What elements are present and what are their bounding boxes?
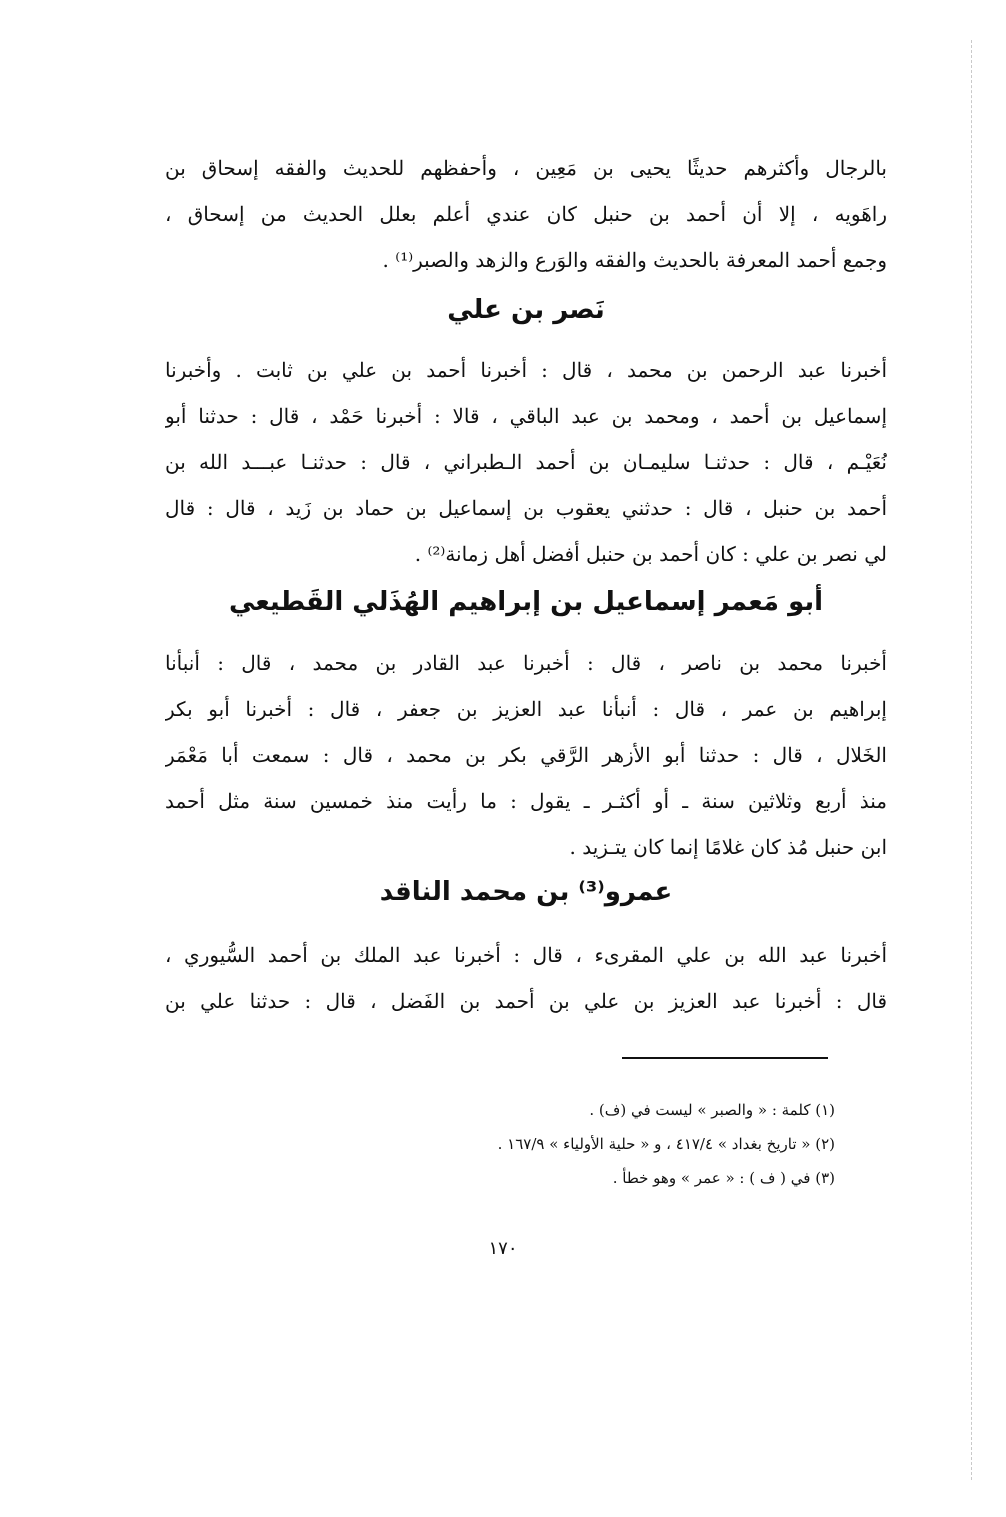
paragraph-abu-mamar	[165, 640, 887, 870]
paragraph-nasr	[165, 347, 887, 577]
footnotes	[300, 1093, 835, 1195]
text-line: أخبرنا عبد الله بن علي المقرىء ، قال : أخبرنا عبد الملك بن أحمد السُّيوري ،	[165, 943, 887, 967]
section-heading-amr: عمرو⁽³⁾ بن محمد الناقد	[379, 877, 673, 907]
text-line: منذ أربع وثلاثين سنة ـ أو أكثـر ـ يقول : ما رأيت منذ خمسين سنة مثل أحمد	[165, 789, 887, 813]
paragraph-amr	[165, 932, 887, 1024]
text-line: إبراهيم بن عمر ، قال : أنبأنا عبد العزيز بن جعفر ، قال : أخبرنا أبو بكر	[165, 697, 887, 721]
text-line: بالرجال وأكثرهم حديثًا يحيى بن مَعِين ، وأحفظهم للحديث والفقه إسحاق بن	[165, 156, 887, 180]
section-heading-nasr: نَصر بن علي	[447, 295, 605, 325]
text-line: وجمع أحمد المعرفة بالحديث والفقه والوَرع والزهد والصبر⁽¹⁾ .	[382, 248, 887, 272]
text-line: قال : أخبرنا عبد العزيز بن علي بن أحمد بن الفَضل ، قال : حدثنا علي بن	[165, 989, 887, 1013]
page-number: ١٧٠	[488, 1238, 518, 1259]
scan-edge-line	[971, 40, 972, 1480]
text-line: إسماعيل بن أحمد ، ومحمد بن عبد الباقي ، قالا : أخبرنا حَمْد ، قال : حدثنا أبو	[165, 404, 887, 428]
text-line: الخَلال ، قال : حدثنا أبو الأزهر الرَّقي بكر بن محمد ، قال : سمعت أبا مَعْمَر	[165, 743, 887, 767]
footnote-separator	[622, 1057, 828, 1059]
footnote: (١) كلمة : « والصبر » ليست في (ف) .	[589, 1101, 835, 1119]
paragraph-continuation	[165, 145, 887, 283]
text-line: أحمد بن حنبل ، قال : حدثني يعقوب بن إسماعيل بن حماد بن زَيد ، قال : قال	[165, 496, 887, 520]
text-line: أخبرنا محمد بن ناصر ، قال : أخبرنا عبد القادر بن محمد ، قال : أنبأنا	[165, 651, 887, 675]
text-line: ابن حنبل مُذ كان غلامًا إنما كان يتـزيد .	[569, 835, 887, 859]
text-line: أخبرنا عبد الرحمن بن محمد ، قال : أخبرنا أحمد بن علي بن ثابت . وأخبرنا	[165, 358, 887, 382]
text-line: لي نصر بن علي : كان أحمد بن حنبل أفضل أهل زمانة⁽²⁾ .	[414, 542, 887, 566]
footnote: (٢) « تاريخ بغداد » ٤١٧/٤ ، و « حلية الأولياء » ١٦٧/٩ .	[497, 1135, 835, 1153]
footnote: (٣) في ( ف ) : « عمر » وهو خطأ .	[612, 1169, 835, 1187]
text-line: نُعَيْـم ، قال : حدثنـا سليمـان بن أحمد الـطبراني ، قال : حدثنـا عبـــد الله بن	[165, 450, 887, 474]
section-heading-abu-mamar: أبو مَعمر إسماعيل بن إبراهيم الهُذَلي القَطيعي	[228, 587, 824, 617]
text-line: راهَويه ، إلا أن أحمد بن حنبل كان عندي أعلم بعلل الحديث من إسحاق ،	[165, 202, 887, 226]
